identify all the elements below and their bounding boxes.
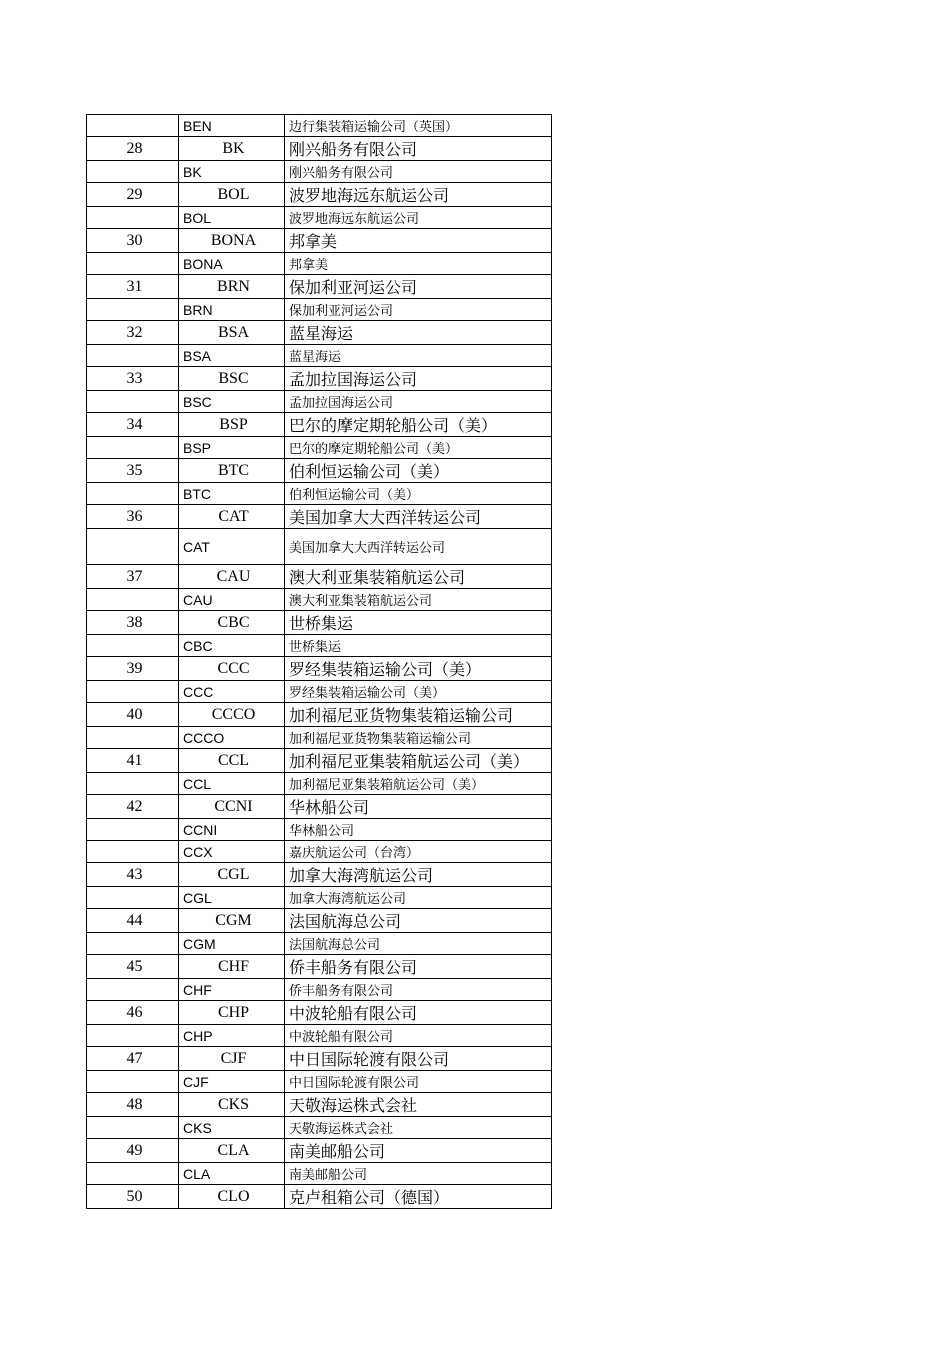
table-row-main xyxy=(87,611,552,635)
carrier-name-cell: 天敬海运株式会社 xyxy=(285,1093,552,1117)
row-number-cell: 45 xyxy=(87,955,179,979)
carrier-name-cell: 华林船公司 xyxy=(285,819,552,841)
carrier-name-cell: 保加利亚河运公司 xyxy=(285,299,552,321)
carrier-name-cell: 蓝星海运 xyxy=(285,345,552,367)
carrier-code-cell: BRN xyxy=(179,299,285,321)
carrier-code-cell: BSP xyxy=(179,437,285,459)
carrier-code-cell: CAT xyxy=(179,529,285,565)
table-row-sub xyxy=(87,161,552,183)
row-number-cell: 38 xyxy=(87,611,179,635)
carrier-code-table xyxy=(86,114,552,1209)
table-row-main xyxy=(87,367,552,391)
row-number-cell: 31 xyxy=(87,275,179,299)
row-number-cell xyxy=(87,1071,179,1093)
carrier-code-cell: BOL xyxy=(179,183,285,207)
table-row-sub xyxy=(87,589,552,611)
carrier-name-cell: 澳大利亚集装箱航运公司 xyxy=(285,589,552,611)
carrier-code-cell: CCL xyxy=(179,773,285,795)
carrier-name-cell: 澳大利亚集装箱航运公司 xyxy=(285,565,552,589)
carrier-code-cell: CGL xyxy=(179,887,285,909)
table-row-main xyxy=(87,863,552,887)
row-number-cell: 40 xyxy=(87,703,179,727)
table-row-sub xyxy=(87,437,552,459)
table-row-main xyxy=(87,909,552,933)
table-row-main xyxy=(87,1093,552,1117)
carrier-code-cell: BEN xyxy=(179,115,285,137)
carrier-code-cell: CKS xyxy=(179,1093,285,1117)
carrier-code-cell: CGL xyxy=(179,863,285,887)
carrier-code-cell: BSC xyxy=(179,391,285,413)
table-row-sub xyxy=(87,727,552,749)
carrier-code-cell: CHP xyxy=(179,1025,285,1047)
table-row-sub xyxy=(87,207,552,229)
carrier-name-cell: 加利福尼亚货物集装箱运输公司 xyxy=(285,703,552,727)
carrier-code-cell: CHF xyxy=(179,955,285,979)
table-body xyxy=(87,115,552,1209)
carrier-name-cell: 加拿大海湾航运公司 xyxy=(285,863,552,887)
table-row-sub xyxy=(87,1117,552,1139)
row-number-cell xyxy=(87,681,179,703)
carrier-name-cell: 南美邮船公司 xyxy=(285,1163,552,1185)
table-row-sub xyxy=(87,933,552,955)
carrier-name-cell: 巴尔的摩定期轮船公司（美） xyxy=(285,413,552,437)
row-number-cell: 43 xyxy=(87,863,179,887)
carrier-code-cell: CLA xyxy=(179,1163,285,1185)
table-row-main xyxy=(87,459,552,483)
table-row-main xyxy=(87,321,552,345)
carrier-code-cell: CCX xyxy=(179,841,285,863)
carrier-name-cell: 中波轮船有限公司 xyxy=(285,1001,552,1025)
carrier-code-cell: CLO xyxy=(179,1185,285,1209)
table-row-sub xyxy=(87,1163,552,1185)
carrier-code-cell: CCCO xyxy=(179,703,285,727)
row-number-cell: 34 xyxy=(87,413,179,437)
carrier-name-cell: 孟加拉国海运公司 xyxy=(285,391,552,413)
row-number-cell: 46 xyxy=(87,1001,179,1025)
row-number-cell: 28 xyxy=(87,137,179,161)
row-number-cell xyxy=(87,979,179,1001)
carrier-name-cell: 中日国际轮渡有限公司 xyxy=(285,1047,552,1071)
table-row-sub xyxy=(87,1071,552,1093)
carrier-name-cell: 罗经集装箱运输公司（美） xyxy=(285,657,552,681)
carrier-code-cell: CKS xyxy=(179,1117,285,1139)
carrier-name-cell: 侨丰船务有限公司 xyxy=(285,979,552,1001)
table-row-sub xyxy=(87,529,552,565)
carrier-name-cell: 巴尔的摩定期轮船公司（美） xyxy=(285,437,552,459)
row-number-cell xyxy=(87,437,179,459)
table-row-main xyxy=(87,275,552,299)
carrier-name-cell: 孟加拉国海运公司 xyxy=(285,367,552,391)
row-number-cell xyxy=(87,115,179,137)
table-row-sub xyxy=(87,819,552,841)
row-number-cell: 37 xyxy=(87,565,179,589)
table-row-sub xyxy=(87,681,552,703)
carrier-name-cell: 保加利亚河运公司 xyxy=(285,275,552,299)
row-number-cell: 49 xyxy=(87,1139,179,1163)
carrier-name-cell: 邦拿美 xyxy=(285,229,552,253)
carrier-name-cell: 南美邮船公司 xyxy=(285,1139,552,1163)
carrier-code-cell: BOL xyxy=(179,207,285,229)
table-row-main xyxy=(87,657,552,681)
carrier-name-cell: 罗经集装箱运输公司（美） xyxy=(285,681,552,703)
carrier-code-cell: CBC xyxy=(179,611,285,635)
table-row-sub xyxy=(87,773,552,795)
row-number-cell: 42 xyxy=(87,795,179,819)
carrier-code-cell: BTC xyxy=(179,459,285,483)
carrier-code-cell: CHP xyxy=(179,1001,285,1025)
carrier-name-cell: 世桥集运 xyxy=(285,635,552,657)
row-number-cell: 33 xyxy=(87,367,179,391)
table-row-sub xyxy=(87,391,552,413)
row-number-cell: 32 xyxy=(87,321,179,345)
carrier-code-cell: CCCO xyxy=(179,727,285,749)
row-number-cell xyxy=(87,1117,179,1139)
row-number-cell xyxy=(87,635,179,657)
carrier-code-cell: CAU xyxy=(179,589,285,611)
carrier-code-cell: CGM xyxy=(179,909,285,933)
table-row-sub xyxy=(87,299,552,321)
row-number-cell xyxy=(87,887,179,909)
row-number-cell xyxy=(87,841,179,863)
table-row-sub xyxy=(87,253,552,275)
table-row-sub xyxy=(87,979,552,1001)
carrier-name-cell: 美国加拿大大西洋转运公司 xyxy=(285,529,552,565)
table-row-main xyxy=(87,1185,552,1209)
table-row-main xyxy=(87,1001,552,1025)
carrier-code-cell: CCNI xyxy=(179,795,285,819)
carrier-name-cell: 华林船公司 xyxy=(285,795,552,819)
table-row-sub xyxy=(87,1025,552,1047)
carrier-name-cell: 法国航海总公司 xyxy=(285,933,552,955)
carrier-code-cell: BONA xyxy=(179,229,285,253)
row-number-cell: 35 xyxy=(87,459,179,483)
carrier-code-cell: BSP xyxy=(179,413,285,437)
carrier-name-cell: 嘉庆航运公司（台湾） xyxy=(285,841,552,863)
carrier-name-cell: 克卢租箱公司（德国） xyxy=(285,1185,552,1209)
row-number-cell xyxy=(87,1025,179,1047)
table-row-main xyxy=(87,955,552,979)
table-row-main xyxy=(87,1047,552,1071)
table-row-main xyxy=(87,703,552,727)
carrier-name-cell: 侨丰船务有限公司 xyxy=(285,955,552,979)
row-number-cell xyxy=(87,161,179,183)
table-row-sub xyxy=(87,635,552,657)
table-row-main xyxy=(87,413,552,437)
carrier-name-cell: 加利福尼亚集装箱航运公司（美） xyxy=(285,749,552,773)
carrier-name-cell: 法国航海总公司 xyxy=(285,909,552,933)
row-number-cell xyxy=(87,253,179,275)
carrier-code-cell: BK xyxy=(179,137,285,161)
row-number-cell: 29 xyxy=(87,183,179,207)
row-number-cell: 41 xyxy=(87,749,179,773)
row-number-cell xyxy=(87,1163,179,1185)
carrier-code-cell: CCL xyxy=(179,749,285,773)
carrier-name-cell: 邦拿美 xyxy=(285,253,552,275)
carrier-code-cell: CCC xyxy=(179,657,285,681)
carrier-name-cell: 加利福尼亚货物集装箱运输公司 xyxy=(285,727,552,749)
carrier-name-cell: 加利福尼亚集装箱航运公司（美） xyxy=(285,773,552,795)
row-number-cell xyxy=(87,391,179,413)
table-row-sub xyxy=(87,345,552,367)
carrier-name-cell: 伯利恒运输公司（美） xyxy=(285,459,552,483)
carrier-name-cell: 中日国际轮渡有限公司 xyxy=(285,1071,552,1093)
table-row-main xyxy=(87,1139,552,1163)
table-row-sub xyxy=(87,115,552,137)
carrier-code-cell: CJF xyxy=(179,1047,285,1071)
row-number-cell xyxy=(87,345,179,367)
carrier-code-cell: CCC xyxy=(179,681,285,703)
row-number-cell xyxy=(87,589,179,611)
carrier-name-cell: 中波轮船有限公司 xyxy=(285,1025,552,1047)
carrier-code-cell: CCNI xyxy=(179,819,285,841)
carrier-code-cell: CHF xyxy=(179,979,285,1001)
row-number-cell: 47 xyxy=(87,1047,179,1071)
carrier-code-cell: CLA xyxy=(179,1139,285,1163)
carrier-name-cell: 伯利恒运输公司（美） xyxy=(285,483,552,505)
row-number-cell xyxy=(87,529,179,565)
row-number-cell: 30 xyxy=(87,229,179,253)
carrier-name-cell: 刚兴船务有限公司 xyxy=(285,137,552,161)
carrier-code-cell: BK xyxy=(179,161,285,183)
table-row-main xyxy=(87,505,552,529)
carrier-name-cell: 刚兴船务有限公司 xyxy=(285,161,552,183)
row-number-cell: 44 xyxy=(87,909,179,933)
row-number-cell xyxy=(87,483,179,505)
carrier-code-cell: CJF xyxy=(179,1071,285,1093)
carrier-code-cell: CBC xyxy=(179,635,285,657)
table-row-sub xyxy=(87,841,552,863)
row-number-cell xyxy=(87,207,179,229)
table-row-main xyxy=(87,565,552,589)
carrier-name-cell: 波罗地海远东航运公司 xyxy=(285,183,552,207)
carrier-code-cell: CGM xyxy=(179,933,285,955)
row-number-cell: 50 xyxy=(87,1185,179,1209)
carrier-name-cell: 世桥集运 xyxy=(285,611,552,635)
carrier-code-cell: BSC xyxy=(179,367,285,391)
table-row-main xyxy=(87,183,552,207)
carrier-code-cell: BSA xyxy=(179,321,285,345)
row-number-cell xyxy=(87,299,179,321)
row-number-cell xyxy=(87,773,179,795)
table-row-main xyxy=(87,137,552,161)
table-row-main xyxy=(87,795,552,819)
row-number-cell xyxy=(87,819,179,841)
carrier-name-cell: 天敬海运株式会社 xyxy=(285,1117,552,1139)
carrier-name-cell: 加拿大海湾航运公司 xyxy=(285,887,552,909)
carrier-code-cell: BTC xyxy=(179,483,285,505)
carrier-code-cell: CAT xyxy=(179,505,285,529)
table-row-main xyxy=(87,229,552,253)
carrier-name-cell: 蓝星海运 xyxy=(285,321,552,345)
row-number-cell xyxy=(87,727,179,749)
row-number-cell xyxy=(87,933,179,955)
carrier-name-cell: 边行集装箱运输公司（英国） xyxy=(285,115,552,137)
table-row-sub xyxy=(87,887,552,909)
carrier-code-cell: BONA xyxy=(179,253,285,275)
carrier-code-cell: BRN xyxy=(179,275,285,299)
row-number-cell: 39 xyxy=(87,657,179,681)
carrier-code-cell: BSA xyxy=(179,345,285,367)
carrier-name-cell: 波罗地海远东航运公司 xyxy=(285,207,552,229)
carrier-name-cell: 美国加拿大大西洋转运公司 xyxy=(285,505,552,529)
row-number-cell: 48 xyxy=(87,1093,179,1117)
row-number-cell: 36 xyxy=(87,505,179,529)
carrier-code-cell: CAU xyxy=(179,565,285,589)
table-row-sub xyxy=(87,483,552,505)
table-row-main xyxy=(87,749,552,773)
